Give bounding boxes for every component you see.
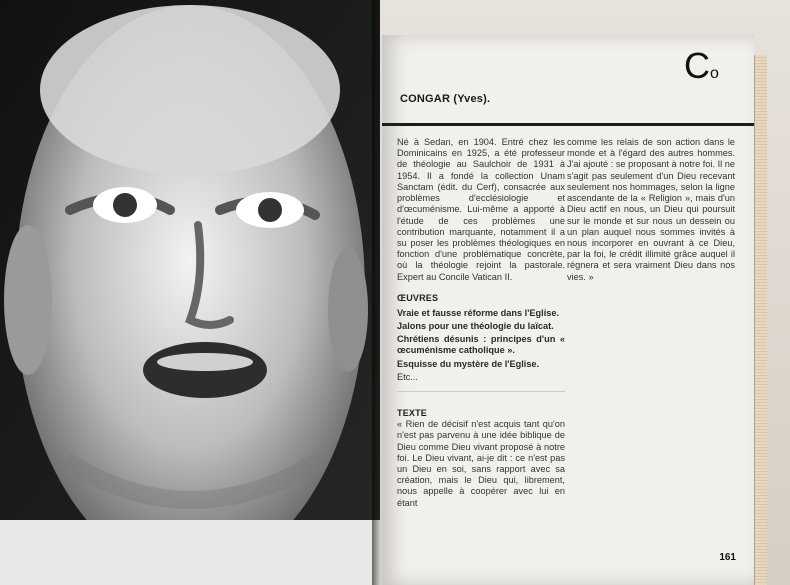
left-column	[397, 137, 565, 509]
work-item: Jalons pour une théologie du laïcat.	[397, 321, 554, 332]
right-column	[567, 137, 735, 283]
works-list	[397, 308, 565, 383]
work-item: Esquisse du mystère de l'Eglise.	[397, 358, 540, 369]
letter-main: C	[684, 45, 710, 86]
works-label: ŒUVRES	[397, 292, 439, 303]
page-edge	[754, 55, 767, 585]
entry-title: CONGAR (Yves).	[400, 93, 491, 105]
section-letter-marker	[684, 45, 719, 87]
work-item: Vraie et fausse réforme dans l'Eglise.	[397, 307, 560, 318]
works-etc: Etc...	[397, 371, 418, 382]
letter-sub: o	[710, 65, 719, 82]
portrait-photo	[0, 0, 380, 585]
quote-section	[397, 391, 565, 509]
text-label: TEXTE	[397, 408, 428, 419]
quote-text-part1: « Rien de décisif n'est acquis tant qu'on n'est pas parvenu à une idée biblique de Dieu comme Dieu vivant proposé à notre foi. Le Dieu vivant, ai-je dit : ce n'est pas un Dieu en soi, sans rapport avec sa création, mais le Dieu qui, librement, nous appelle à coopérer avec lui en étant	[397, 419, 565, 508]
portrait-illustration	[0, 0, 380, 585]
left-page	[0, 0, 380, 585]
biography-text: Né à Sedan, en 1904. Entré chez les Dominicains en 1925, a été professeur de théologie au Saulchoir de 1931 à 1954. Il a fondé la collection Unam Sanctam (édit. du Cerf), consacrée aux problèmes d'ecclésiologie et d'œcuménisme. Lui-même a apporté à l'étude de ces problèmes une contribution marquante, notamment il a su poser les problèmes théologiques en fonction d'une problématique concrète, où la théologie rejoint la pastorale. Expert au Concile Vatican II.	[397, 137, 565, 282]
title-rule	[382, 123, 754, 126]
quote-text-part2: comme les relais de son action dans le monde et à l'égard des autres hommes. J'ai ajouté : se proposant à notre foi. Il ne s'agit pas seulement d'un Dieu recevant seulement nos hommages, selon la ligne ascendante de la « Religion », mais d'un Dieu actif en nous, un Dieu qui poursuit sur le monde et sur nous un dessein ou un plan auquel nous sommes invités à nous incorporer en ouvrant à ce Dieu, par la foi, le crédit illimité grâce auquel il régnera et sera vraiment Dieu dans nos vies. »	[567, 137, 735, 282]
book-gutter-shadow	[372, 0, 380, 585]
work-item: Chrétiens désunis : principes d'un « œcuménisme catholique ».	[397, 334, 565, 356]
right-page	[382, 35, 754, 585]
page-number: 161	[719, 552, 736, 563]
